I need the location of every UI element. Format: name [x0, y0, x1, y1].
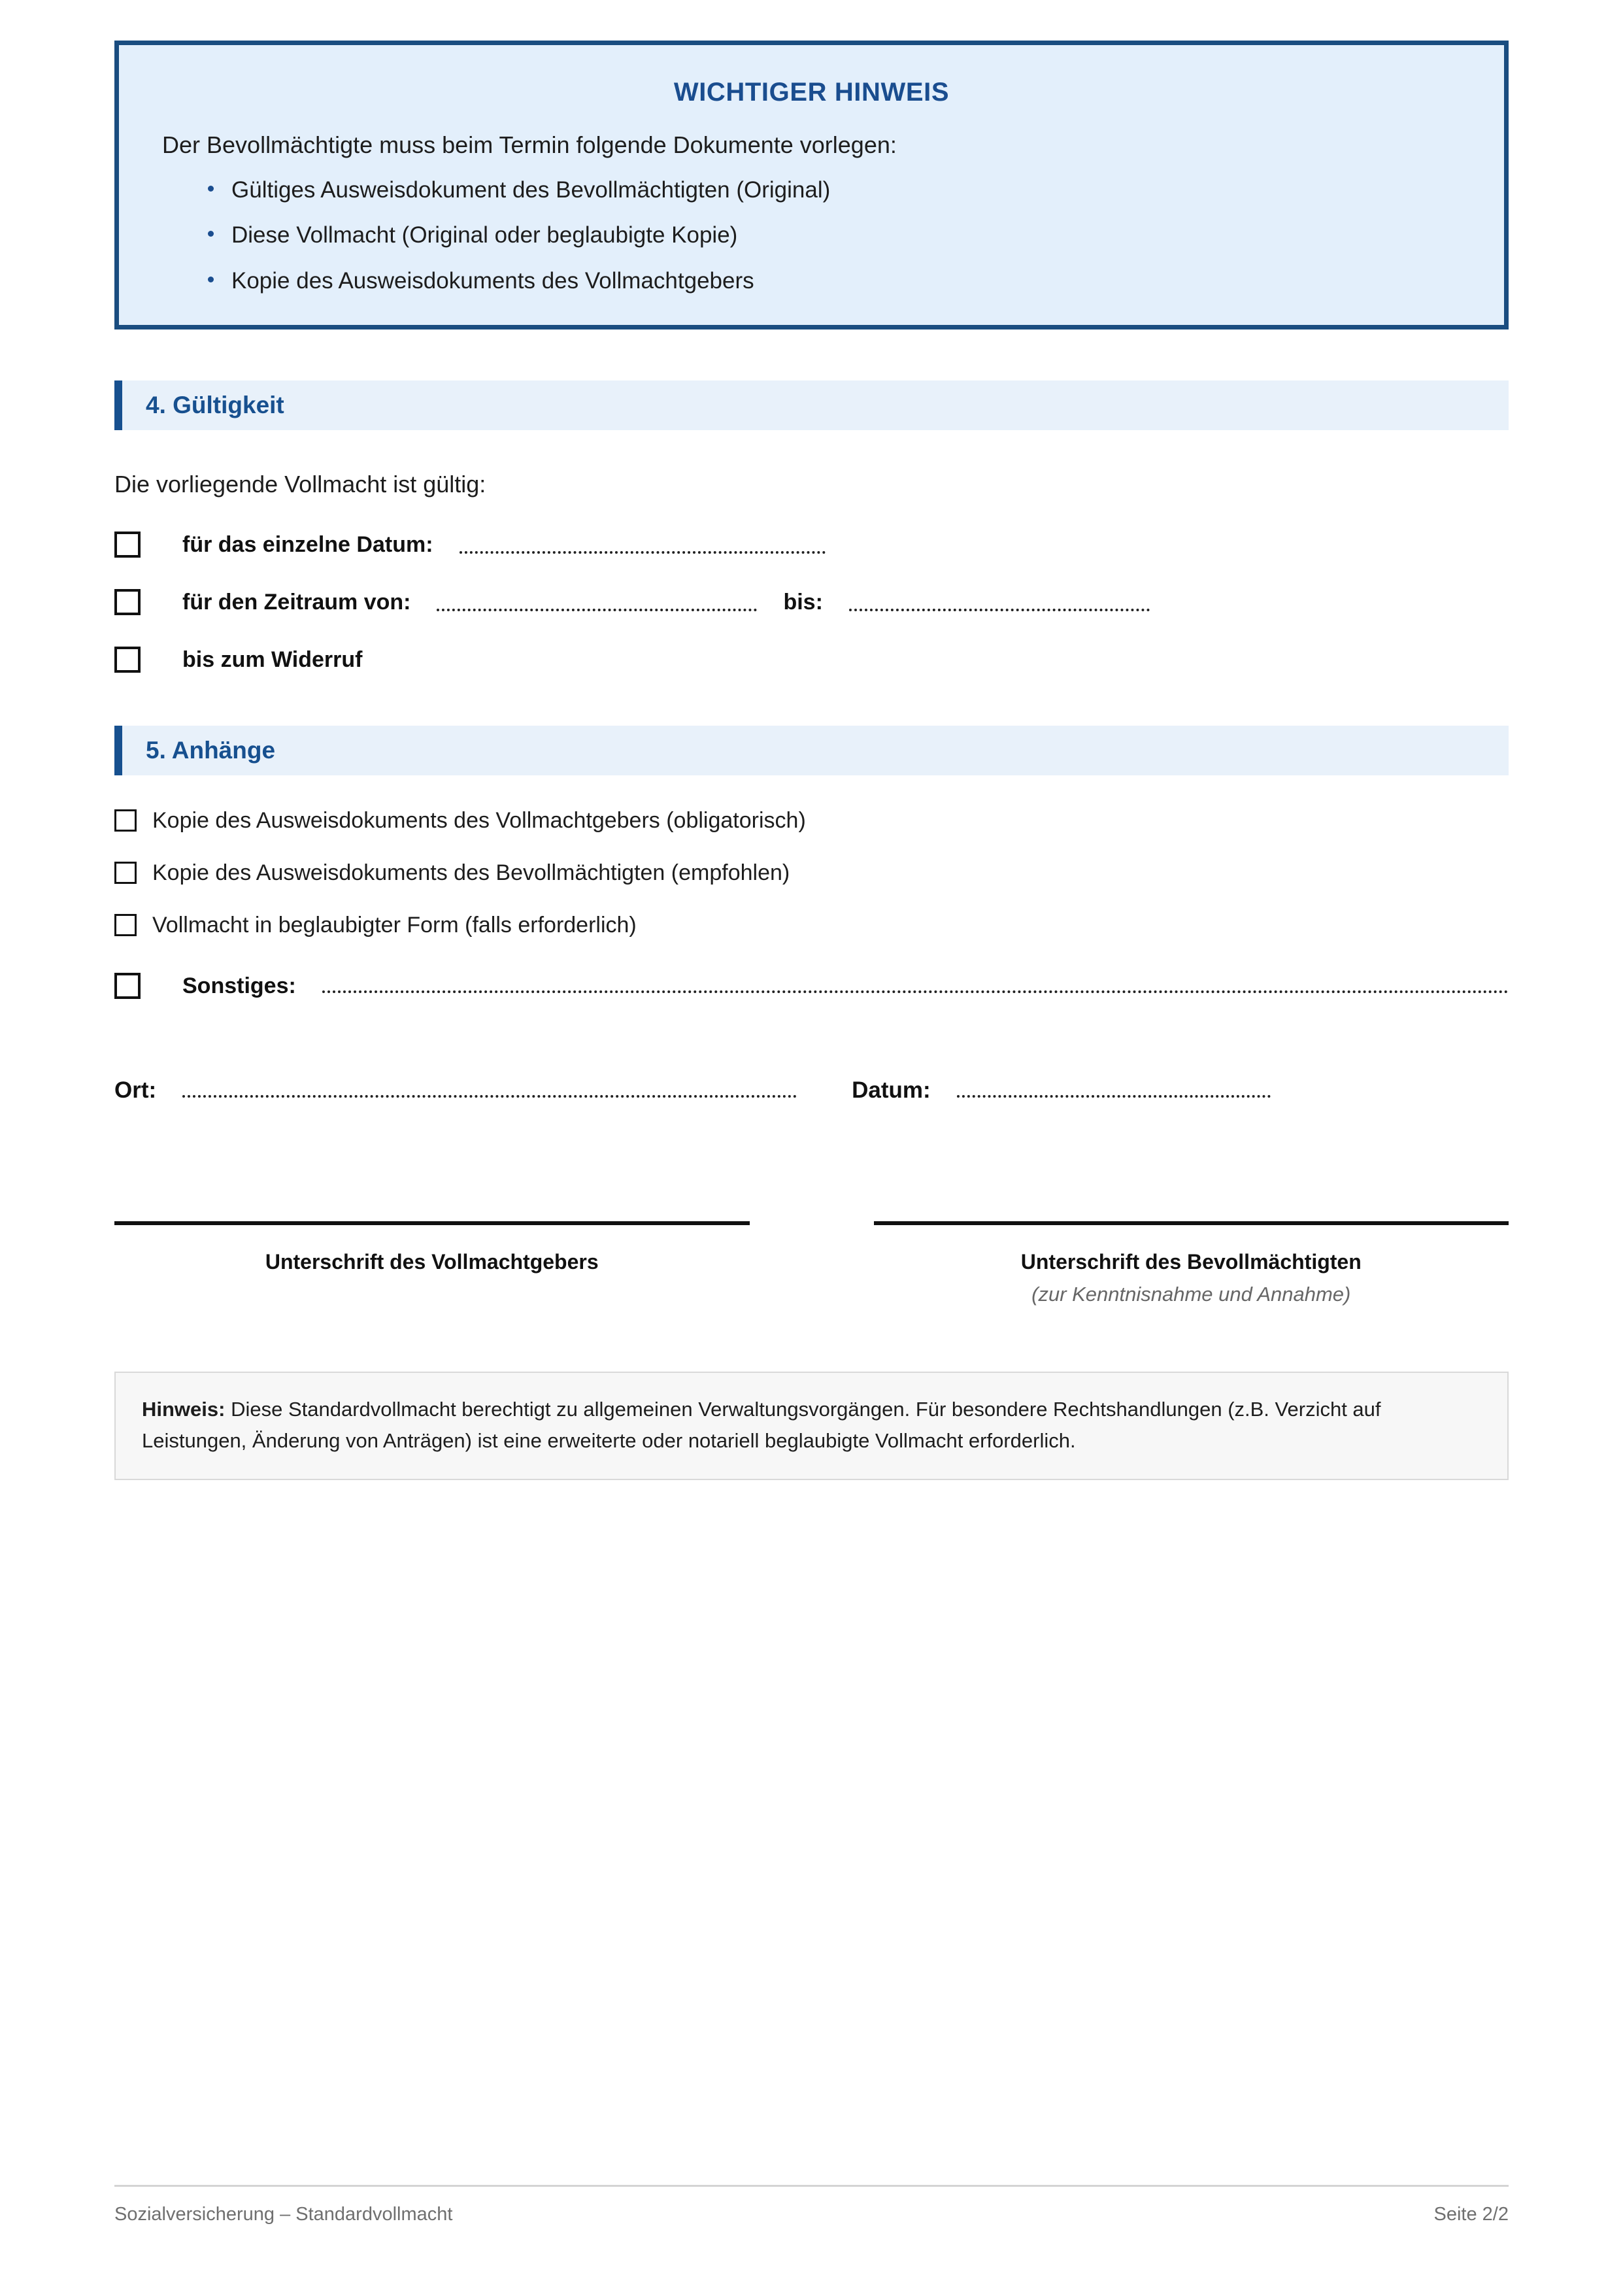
validity-until-label: bis: — [783, 589, 823, 615]
checkbox-id-copy-agent[interactable] — [114, 862, 137, 884]
attachment-other-label: Sonstiges: — [182, 973, 296, 998]
section-title: 5. Anhänge — [146, 737, 276, 764]
notice-title: WICHTIGER HINWEIS — [673, 78, 950, 107]
bullet-icon — [208, 231, 214, 237]
validity-option-until-revocation[interactable] — [114, 645, 1509, 675]
footer-document-title: Sozialversicherung – Standardvollmacht — [114, 2204, 453, 2225]
list-item — [204, 265, 1470, 297]
fill-line-single-date[interactable] — [460, 551, 826, 554]
list-item — [204, 175, 1470, 206]
signature-line-agent[interactable] — [874, 1221, 1509, 1225]
bottom-note-text — [142, 1394, 1481, 1457]
bottom-note-body: Diese Standardvollmacht berechtigt zu allgemeinen Verwaltungsvorgängen. Für besondere Rechtshandlungen (z.B. Verzicht auf Leistungen, Änderung von Anträgen) ist eine erweiterte oder notariell beglaubigte Vollmacht erforderlich. — [142, 1398, 1381, 1453]
fill-line-other[interactable] — [322, 990, 1509, 993]
checkbox-single-date[interactable] — [114, 532, 141, 558]
notice-item-label: Kopie des Ausweisdokuments des Vollmachtgebers — [231, 267, 754, 294]
checkbox-certified-form[interactable] — [114, 914, 137, 936]
validity-option-label: bis zum Widerruf — [182, 647, 363, 672]
attachment-row-id-copy-agent[interactable] — [114, 859, 1509, 886]
attachment-label: Kopie des Ausweisdokuments des Bevollmächtigten (empfohlen) — [152, 860, 790, 885]
fill-line-place[interactable] — [182, 1095, 797, 1098]
attachment-row-other[interactable] — [114, 973, 1509, 999]
fill-line-period-from[interactable] — [437, 609, 757, 611]
signature-block — [114, 1221, 1509, 1306]
signature-line-grantor[interactable] — [114, 1221, 750, 1225]
checkbox-until-revocation[interactable] — [114, 647, 141, 673]
place-date-row — [114, 1077, 1509, 1104]
signature-column-grantor — [114, 1221, 750, 1306]
place-label: Ort: — [114, 1077, 157, 1104]
validity-option-period[interactable] — [114, 587, 1509, 617]
checkbox-period[interactable] — [114, 589, 141, 615]
fill-line-period-to[interactable] — [849, 609, 1150, 611]
validity-options — [114, 530, 1509, 675]
important-notice-box — [114, 41, 1509, 329]
section-header-attachments — [114, 726, 1509, 775]
attachment-row-id-copy-grantor[interactable] — [114, 807, 1509, 834]
attachment-options — [114, 807, 1509, 999]
signature-subcaption-agent: (zur Kenntnisnahme und Annahme) — [1031, 1283, 1351, 1306]
notice-document-list — [153, 175, 1470, 297]
page-footer — [114, 2185, 1509, 2225]
bullet-icon — [208, 277, 214, 282]
signature-caption-agent: Unterschrift des Bevollmächtigten — [1020, 1250, 1362, 1274]
date-label: Datum: — [852, 1077, 931, 1104]
section-title: 4. Gültigkeit — [146, 392, 284, 419]
signature-caption-grantor: Unterschrift des Vollmachtgebers — [265, 1250, 599, 1274]
notice-item-label: Diese Vollmacht (Original oder beglaubigte Kopie) — [231, 222, 738, 248]
fill-line-date[interactable] — [957, 1095, 1271, 1098]
signature-column-agent — [874, 1221, 1509, 1306]
checkbox-id-copy-grantor[interactable] — [114, 809, 137, 832]
attachment-row-certified-form[interactable] — [114, 911, 1509, 939]
checkbox-other[interactable] — [114, 973, 141, 999]
notice-item-label: Gültiges Ausweisdokument des Bevollmächtigten (Original) — [231, 177, 831, 203]
validity-option-single-date[interactable] — [114, 530, 1509, 560]
section-header-validity — [114, 380, 1509, 430]
attachment-label: Kopie des Ausweisdokuments des Vollmachtgebers (obligatorisch) — [152, 807, 806, 833]
bottom-note-prefix: Hinweis: — [142, 1398, 226, 1421]
notice-lead-text: Der Bevollmächtigte muss beim Termin folgende Dokumente vorlegen: — [162, 131, 897, 158]
validity-option-label: für das einzelne Datum: — [182, 532, 433, 557]
validity-option-label: für den Zeitraum von: — [182, 589, 411, 615]
bullet-icon — [208, 186, 214, 192]
list-item — [204, 220, 1470, 251]
bottom-note-box — [114, 1372, 1509, 1480]
attachment-label: Vollmacht in beglaubigter Form (falls erforderlich) — [152, 912, 637, 937]
footer-page-number: Seite 2/2 — [1433, 2204, 1509, 2225]
validity-intro-text: Die vorliegende Vollmacht ist gültig: — [114, 471, 486, 498]
